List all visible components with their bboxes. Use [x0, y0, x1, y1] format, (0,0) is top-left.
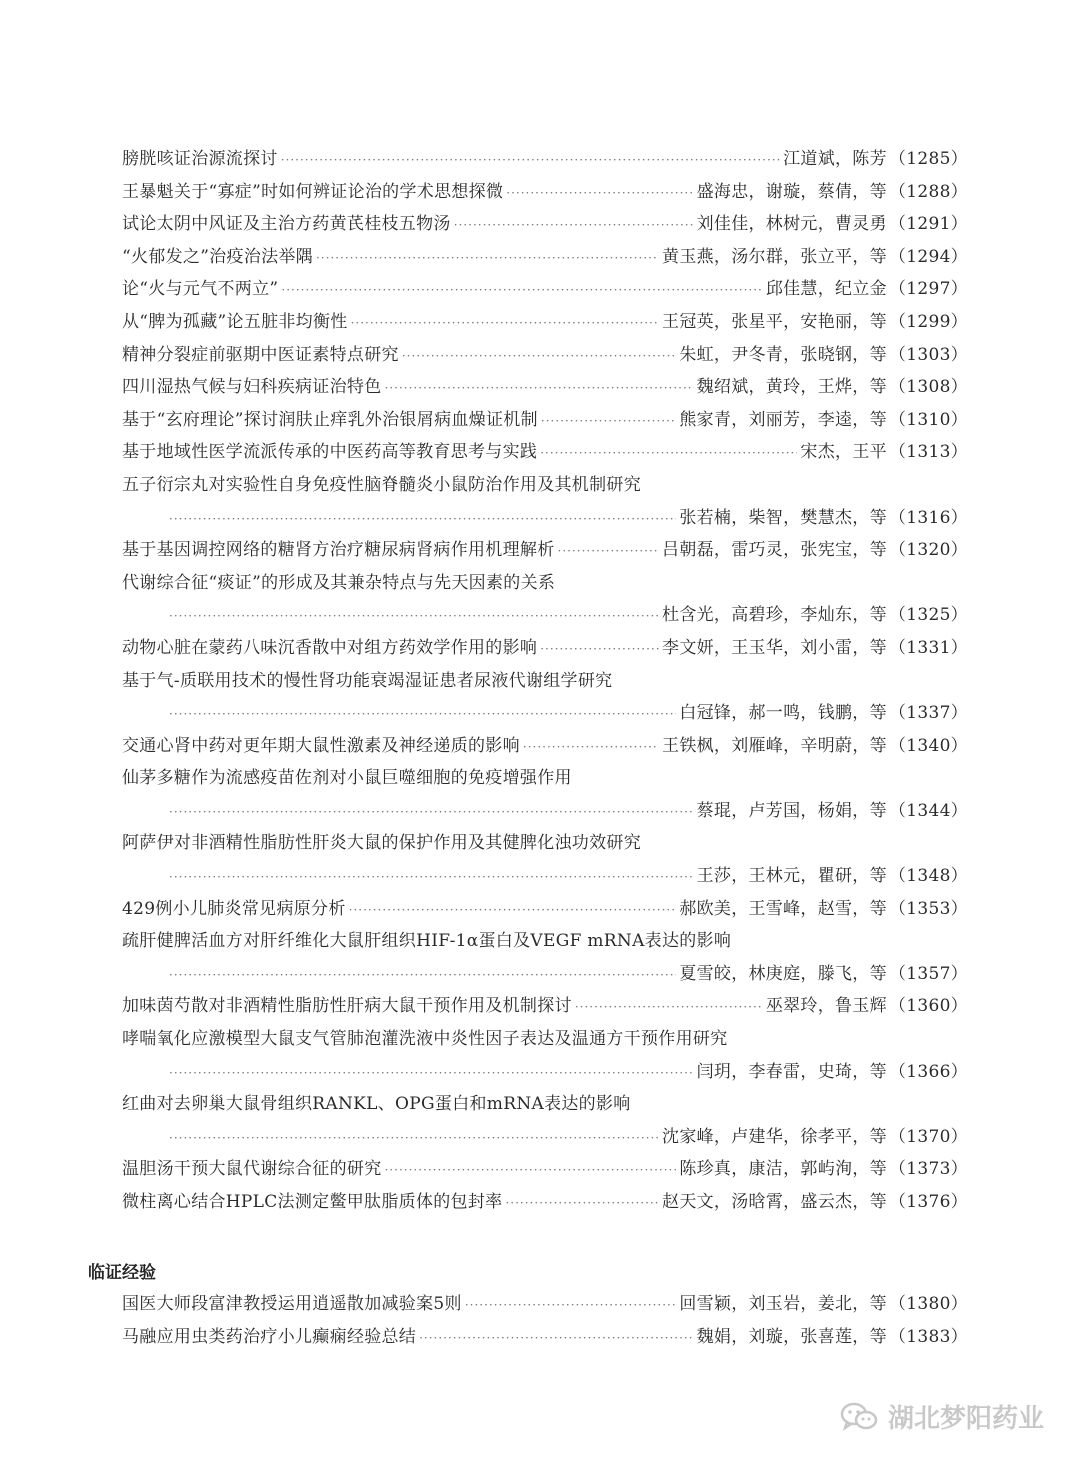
- leader-dots: [505, 1187, 659, 1220]
- toc-entry: [122, 925, 968, 990]
- entry-title: 仙茅多糖作为流感疫苗佐剂对小鼠巨噬细胞的免疫增强作用: [122, 768, 572, 789]
- entry-page: （1340）: [888, 735, 968, 756]
- toc-list: [122, 143, 968, 1219]
- entry-page: （1297）: [888, 279, 968, 300]
- entry-title: 微柱离心结合HPLC法测定鳖甲肽脂质体的包封率: [122, 1192, 503, 1212]
- entry-page: （1373）: [888, 1159, 968, 1180]
- entry-title: 五子衍宗丸对实验性自身免疫性脑脊髓炎小鼠防治作用及其机制研究: [122, 474, 641, 495]
- entry-authors: 王莎，王林元，瞿研，等: [696, 866, 887, 887]
- leader-dots: [540, 437, 797, 470]
- wechat-icon: [840, 1402, 878, 1432]
- entry-title: 从“脾为孤藏”论五脏非均衡性: [122, 311, 348, 332]
- leader-dots: [169, 503, 676, 536]
- entry-page: （1370）: [888, 1126, 968, 1147]
- leader-dots: [523, 731, 659, 764]
- entry-title: 四川湿热气候与妇科疾病证治特色: [122, 377, 382, 398]
- entry-page: （1325）: [888, 605, 968, 626]
- entry-page: （1376）: [888, 1192, 968, 1212]
- entry-authors: 巫翠玲，鲁玉辉: [765, 996, 887, 1017]
- section-heading: 临证经验: [88, 1263, 156, 1283]
- leader-dots: [454, 209, 694, 242]
- entry-authors: 宋杰，王平: [800, 442, 887, 463]
- leader-dots: [385, 372, 694, 405]
- toc-entry: [122, 436, 968, 469]
- entry-page: （1366）: [888, 1061, 968, 1082]
- entry-title: 红曲对去卵巢大鼠骨组织RANKL、OPG蛋白和mRNA表达的影响: [122, 1094, 631, 1115]
- leader-dots: [169, 600, 659, 633]
- toc-entry: [122, 893, 968, 926]
- toc-entry: [122, 371, 968, 404]
- entry-page: （1303）: [888, 344, 968, 365]
- entry-page: （1344）: [888, 800, 968, 821]
- entry-authors: 白冠锋，郝一鸣，钱鹏，等: [679, 703, 887, 724]
- toc-entry: [122, 632, 968, 665]
- toc-entry: [122, 241, 968, 274]
- entry-authors: 熊家青，刘丽芳，李逵，等: [679, 409, 887, 430]
- entry-authors: 沈家峰，卢建华，徐孝平，等: [662, 1126, 887, 1147]
- entry-page: （1313）: [888, 442, 968, 463]
- entry-page: （1285）: [888, 149, 968, 169]
- leader-dots: [540, 633, 659, 666]
- toc-entry: [122, 1023, 968, 1088]
- leader-dots: [316, 242, 659, 275]
- entry-authors: 夏雪皎，林庚庭，滕飞，等: [679, 963, 887, 984]
- toc-entry: [122, 827, 968, 892]
- entry-title: 基于地域性医学流派传承的中医药高等教育思考与实践: [122, 442, 538, 463]
- entry-title: 阿萨伊对非酒精性脂肪性肝炎大鼠的保护作用及其健脾化浊功效研究: [122, 833, 641, 854]
- entry-page: （1299）: [888, 311, 968, 332]
- leader-dots: [169, 861, 694, 894]
- toc-entry: [122, 1288, 968, 1321]
- leader-dots: [506, 177, 693, 210]
- entry-authors: 蔡琨，卢芳国，杨娟，等: [696, 800, 887, 821]
- entry-authors: 张若楠，柴智，樊慧杰，等: [679, 507, 887, 528]
- toc-entry: [122, 730, 968, 763]
- section-toc-list: [122, 1288, 968, 1353]
- entry-page: （1380）: [888, 1294, 968, 1314]
- toc-entry: [122, 1186, 968, 1219]
- entry-authors: 吕朝磊，雷巧灵，张宪宝，等: [662, 540, 887, 561]
- entry-authors: 王冠英，张星平，安艳丽，等: [662, 311, 887, 332]
- toc-entry: [122, 1321, 968, 1354]
- entry-authors: 李文妍，王玉华，刘小雷，等: [662, 637, 887, 658]
- toc-entry: [122, 990, 968, 1023]
- entry-title: 王暴魁关于“寡症”时如何辨证论治的学术思想探微: [122, 181, 504, 202]
- leader-dots: [169, 698, 676, 731]
- entry-title: 基于基因调控网络的糖肾方治疗糖尿病肾病作用机理解析: [122, 540, 555, 561]
- leader-dots: [169, 796, 694, 829]
- entry-page: （1308）: [888, 377, 968, 398]
- entry-page: （1348）: [888, 866, 968, 887]
- entry-page: （1310）: [888, 409, 968, 430]
- entry-page: （1316）: [888, 507, 968, 528]
- entry-authors: 回雪颖，刘玉岩，姜北，等: [679, 1294, 887, 1314]
- entry-title: 论“火与元气不两立”: [122, 279, 279, 300]
- entry-title: 疏肝健脾活血方对肝纤维化大鼠肝组织HIF-1α蛋白及VEGF mRNA表达的影响: [122, 931, 732, 952]
- entry-authors: 邱佳慧，纪立金: [765, 279, 887, 300]
- entry-title: 哮喘氧化应激模型大鼠支气管肺泡灌洗液中炎性因子表达及温通方干预作用研究: [122, 1029, 728, 1050]
- leader-dots: [558, 535, 660, 568]
- entry-authors: 郝欧美，王雪峰，赵雪，等: [679, 898, 887, 919]
- entry-page: （1337）: [888, 703, 968, 724]
- toc-entry: [122, 534, 968, 567]
- leader-dots: [281, 144, 780, 177]
- toc-entry: [122, 306, 968, 339]
- entry-authors: 杜含光，高碧珍，李灿东，等: [662, 605, 887, 626]
- toc-entry: [122, 176, 968, 209]
- entry-page: （1331）: [888, 637, 968, 658]
- entry-title: 温胆汤干预大鼠代谢综合征的研究: [122, 1159, 382, 1180]
- entry-authors: 魏娟，刘璇，张喜莲，等: [696, 1326, 887, 1347]
- entry-page: （1360）: [888, 996, 968, 1017]
- entry-authors: 刘佳佳，林树元，曹灵勇: [696, 214, 887, 235]
- watermark: [840, 1398, 1044, 1435]
- toc-entry: [122, 567, 968, 632]
- toc-entry: [122, 143, 968, 176]
- entry-authors: 盛海忠，谢璇，蔡倩，等: [696, 181, 887, 202]
- leader-dots: [575, 991, 763, 1024]
- entry-title: 代谢综合征“痰证”的形成及其兼杂特点与先天因素的关系: [122, 572, 556, 593]
- toc-entry: [122, 1088, 968, 1153]
- leader-dots: [465, 1289, 676, 1322]
- entry-title: “火郁发之”治疫治法举隅: [122, 246, 313, 267]
- entry-title: 429例小儿肺炎常见病原分析: [122, 898, 346, 919]
- leader-dots: [349, 894, 677, 927]
- entry-page: （1383）: [888, 1326, 968, 1347]
- entry-page: （1294）: [888, 246, 968, 267]
- leader-dots: [169, 959, 676, 992]
- toc-entry: [122, 469, 968, 534]
- toc-entry: [122, 404, 968, 437]
- entry-authors: 江道斌，陈芳: [783, 149, 887, 169]
- toc-entry: [122, 339, 968, 372]
- toc-entry: [122, 208, 968, 241]
- entry-authors: 黄玉燕，汤尔群，张立平，等: [662, 246, 887, 267]
- entry-title: 加味茵芍散对非酒精性脂肪性肝病大鼠干预作用及机制探讨: [122, 996, 572, 1017]
- entry-title: 马融应用虫类药治疗小儿癫痫经验总结: [122, 1326, 417, 1347]
- entry-title: 膀胱咳证治源流探讨: [122, 149, 278, 169]
- leader-dots: [419, 1322, 694, 1355]
- leader-dots: [281, 274, 762, 307]
- entry-page: （1320）: [888, 540, 968, 561]
- entry-title: 基于气-质联用技术的慢性肾功能衰竭湿证患者尿液代谢组学研究: [122, 670, 613, 691]
- toc-entry: [122, 273, 968, 306]
- toc-entry: [122, 665, 968, 730]
- leader-dots: [385, 1154, 677, 1187]
- leader-dots: [169, 1057, 694, 1090]
- entry-authors: 朱虹，尹冬青，张晓钢，等: [679, 344, 887, 365]
- leader-dots: [351, 307, 659, 340]
- entry-authors: 王铁枫，刘雁峰，辛明蔚，等: [662, 735, 887, 756]
- entry-page: （1357）: [888, 963, 968, 984]
- entry-page: （1288）: [888, 181, 968, 202]
- entry-authors: 闫玥，李春雷，史琦，等: [696, 1061, 887, 1082]
- leader-dots: [402, 340, 677, 373]
- entry-title: 试论太阴中风证及主治方药黄芪桂枝五物汤: [122, 214, 451, 235]
- leader-dots: [541, 405, 676, 438]
- entry-page: （1353）: [888, 898, 968, 919]
- toc-entry: [122, 1153, 968, 1186]
- toc-entry: [122, 762, 968, 827]
- entry-authors: 陈珍真，康洁，郭屿洵，等: [679, 1159, 887, 1180]
- entry-title: 交通心肾中药对更年期大鼠性激素及神经递质的影响: [122, 735, 520, 756]
- entry-title: 精神分裂症前驱期中医证素特点研究: [122, 344, 399, 365]
- entry-title: 国医大师段富津教授运用逍遥散加减验案5则: [122, 1294, 462, 1314]
- entry-page: （1291）: [888, 214, 968, 235]
- entry-authors: 魏绍斌，黄玲，王烨，等: [696, 377, 887, 398]
- entry-title: 动物心脏在蒙药八味沉香散中对组方药效学作用的影响: [122, 637, 538, 658]
- entry-title: 基于“玄府理论”探讨润肤止痒乳外治银屑病血燥证机制: [122, 409, 538, 430]
- entry-authors: 赵天文，汤晗霄，盛云杰，等: [662, 1192, 887, 1212]
- leader-dots: [169, 1122, 659, 1155]
- watermark-text: 湖北梦阳药业: [887, 1404, 1044, 1434]
